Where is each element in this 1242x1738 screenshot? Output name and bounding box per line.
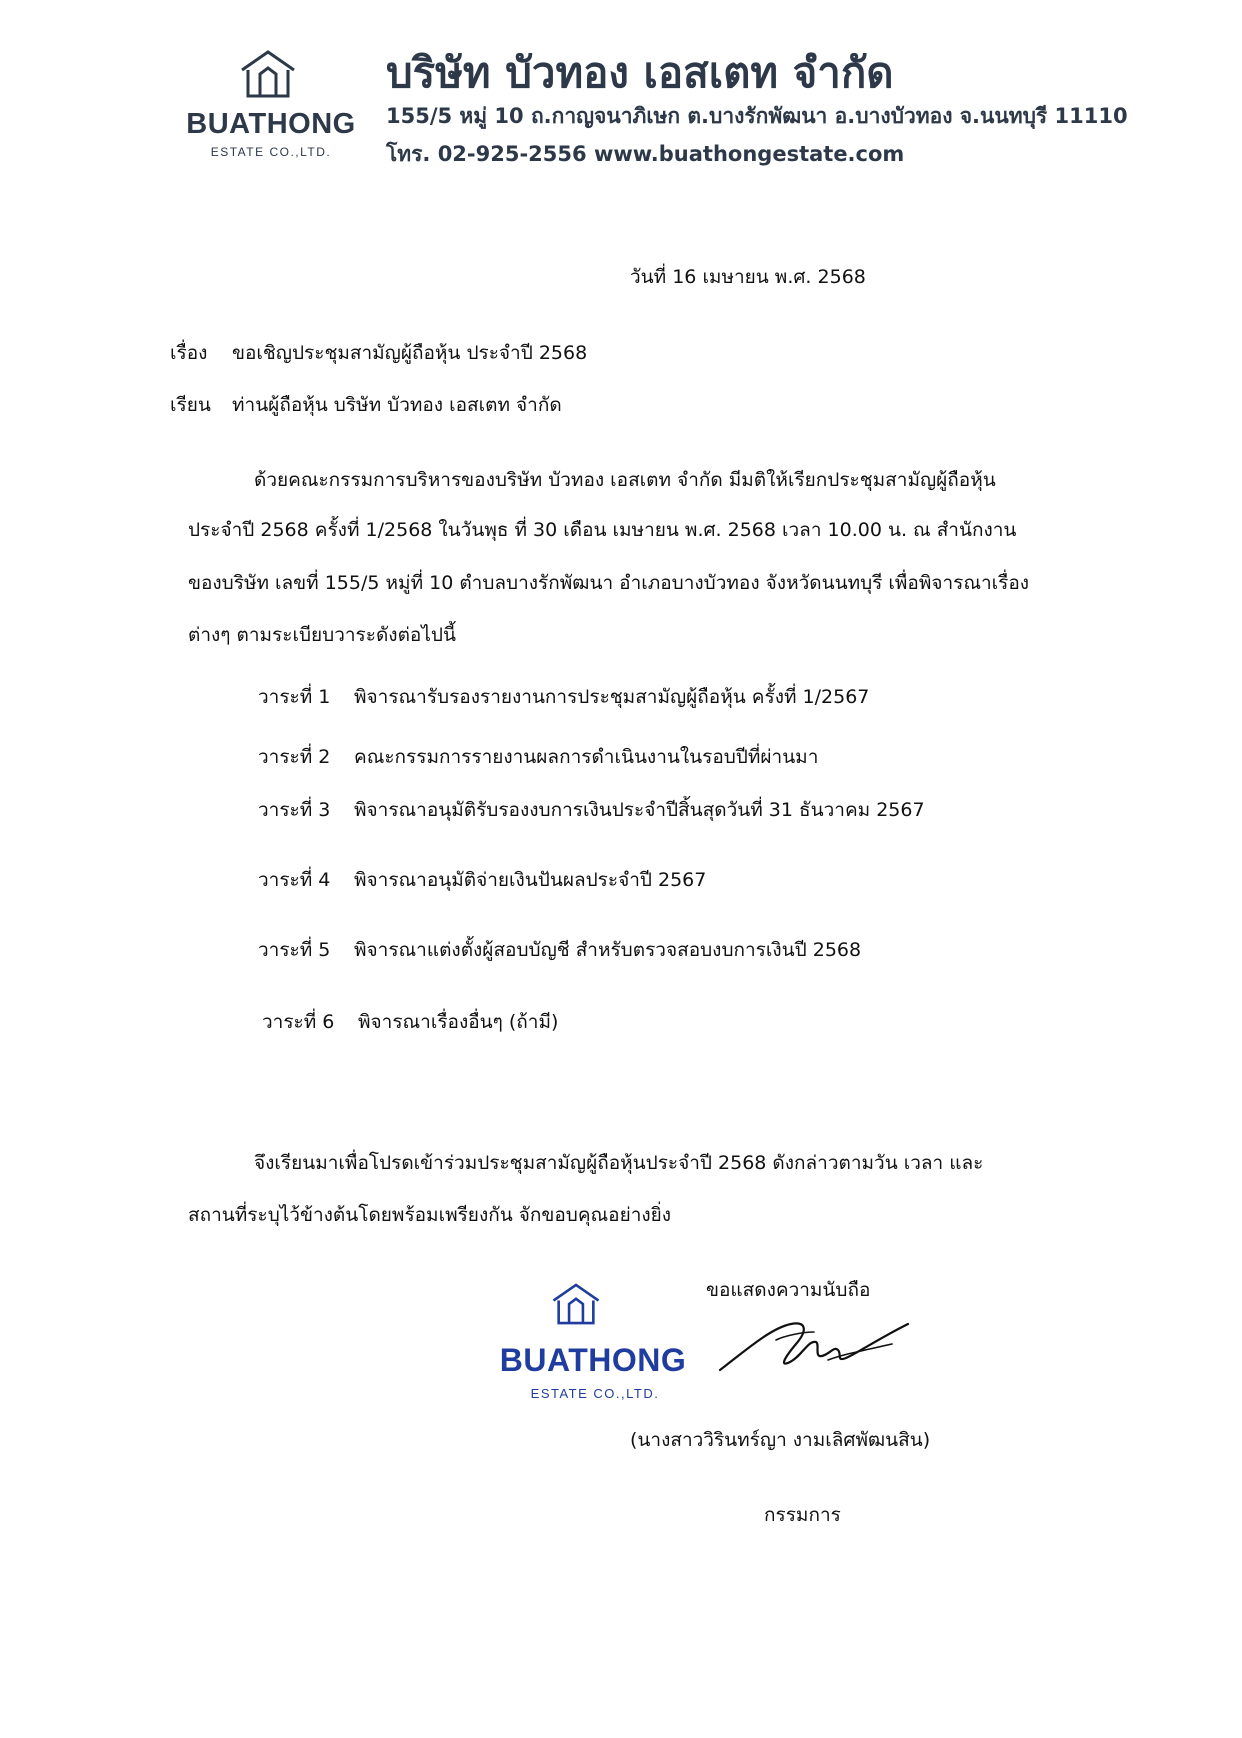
agenda-item bbox=[258, 795, 925, 825]
agenda-text: พิจารณารับรองรายงานการประชุมสามัญผู้ถือหุ้น ครั้งที่ 1/2567 bbox=[354, 686, 870, 708]
letter-date: วันที่ 16 เมษายน พ.ศ. 2568 bbox=[630, 266, 866, 288]
agenda-text: พิจารณาแต่งตั้งผู้สอบบัญชี สำหรับตรวจสอบงบการเงินปี 2568 bbox=[354, 939, 862, 961]
company-address: 155/5 หมู่ 10 ถ.กาญจนาภิเษก ต.บางรักพัฒนา อ.บางบัวทอง จ.นนทบุรี 11110 bbox=[386, 104, 1128, 128]
body-line: ด้วยคณะกรรมการบริหารของบริษัท บัวทอง เอสเตท จำกัด มีมติให้เรียกประชุมสามัญผู้ถือหุ้น bbox=[254, 469, 996, 491]
agenda-text: พิจารณาอนุมัติจ่ายเงินปันผลประจำปี 2567 bbox=[354, 869, 707, 891]
agenda-number: วาระที่ 3 bbox=[258, 799, 331, 821]
agenda-item bbox=[258, 742, 818, 772]
agenda-number: วาระที่ 5 bbox=[258, 939, 331, 961]
company-name: บริษัท บัวทอง เอสเตท จำกัด bbox=[386, 48, 894, 97]
signatory-name: (นางสาววิรินทร์ญา งามเลิศพัฒนสิน) bbox=[630, 1429, 931, 1451]
subject-label: เรื่อง bbox=[170, 342, 208, 364]
body-line: ของบริษัท เลขที่ 155/5 หมู่ที่ 10 ตำบลบางรักพัฒนา อำเภอบางบัวทอง จังหวัดนนทบุรี เพื่อพิจารณาเรื่อง bbox=[188, 572, 1030, 594]
agenda-item bbox=[258, 935, 861, 965]
signature bbox=[716, 1310, 912, 1390]
agenda-item bbox=[258, 865, 706, 895]
agenda-number: วาระที่ 2 bbox=[258, 746, 331, 768]
agenda-number: วาระที่ 6 bbox=[262, 1011, 335, 1033]
agenda-text: พิจารณาอนุมัติรับรองงบการเงินประจำปีสิ้นสุดวันที่ 31 ธันวาคม 2567 bbox=[354, 799, 925, 821]
stamp-subtitle: ESTATE CO.,LTD. bbox=[530, 1386, 660, 1401]
closing-line: สถานที่ระบุไว้ข้างต้นโดยพร้อมเพรียงกัน จักขอบคุณอย่างยิ่ง bbox=[188, 1204, 672, 1226]
body-line: ประจำปี 2568 ครั้งที่ 1/2568 ในวันพุธ ที่ 30 เดือน เมษายน พ.ศ. 2568 เวลา 10.00 น. ณ สำนักงาน bbox=[188, 519, 1017, 541]
subject-text: ขอเชิญประชุมสามัญผู้ถือหุ้น ประจำปี 2568 bbox=[232, 342, 588, 364]
agenda-number: วาระที่ 1 bbox=[258, 686, 331, 708]
sign-off: ขอแสดงความนับถือ bbox=[706, 1279, 871, 1301]
agenda-item bbox=[258, 682, 869, 712]
stamp-house-icon bbox=[550, 1280, 602, 1328]
agenda-text: พิจารณาเรื่องอื่นๆ (ถ้ามี) bbox=[358, 1011, 559, 1033]
house-logo-icon bbox=[238, 48, 298, 100]
recipient-line bbox=[170, 390, 562, 420]
closing-line: จึงเรียนมาเพื่อโปรดเข้าร่วมประชุมสามัญผู้ถือหุ้นประจำปี 2568 ดังกล่าวตามวัน เวลา และ bbox=[254, 1152, 984, 1174]
agenda-item bbox=[262, 1007, 558, 1037]
signatory-title: กรรมการ bbox=[764, 1504, 841, 1526]
logo-subtitle: ESTATE CO.,LTD. bbox=[210, 145, 332, 159]
body-line: ต่างๆ ตามระเบียบวาระดังต่อไปนี้ bbox=[188, 624, 456, 646]
agenda-number: วาระที่ 4 bbox=[258, 869, 331, 891]
recipient-label: เรียน bbox=[170, 394, 211, 416]
recipient-text: ท่านผู้ถือหุ้น บริษัท บัวทอง เอสเตท จำกัด bbox=[232, 394, 562, 416]
agenda-text: คณะกรรมการรายงานผลการดำเนินงานในรอบปีที่ผ่านมา bbox=[354, 746, 819, 768]
stamp-wordmark: BUATHONG bbox=[499, 1342, 687, 1378]
logo-wordmark: BUATHONG bbox=[186, 108, 356, 140]
company-contact: โทร. 02-925-2556 www.buathongestate.com bbox=[386, 142, 905, 166]
subject-line bbox=[170, 338, 587, 368]
